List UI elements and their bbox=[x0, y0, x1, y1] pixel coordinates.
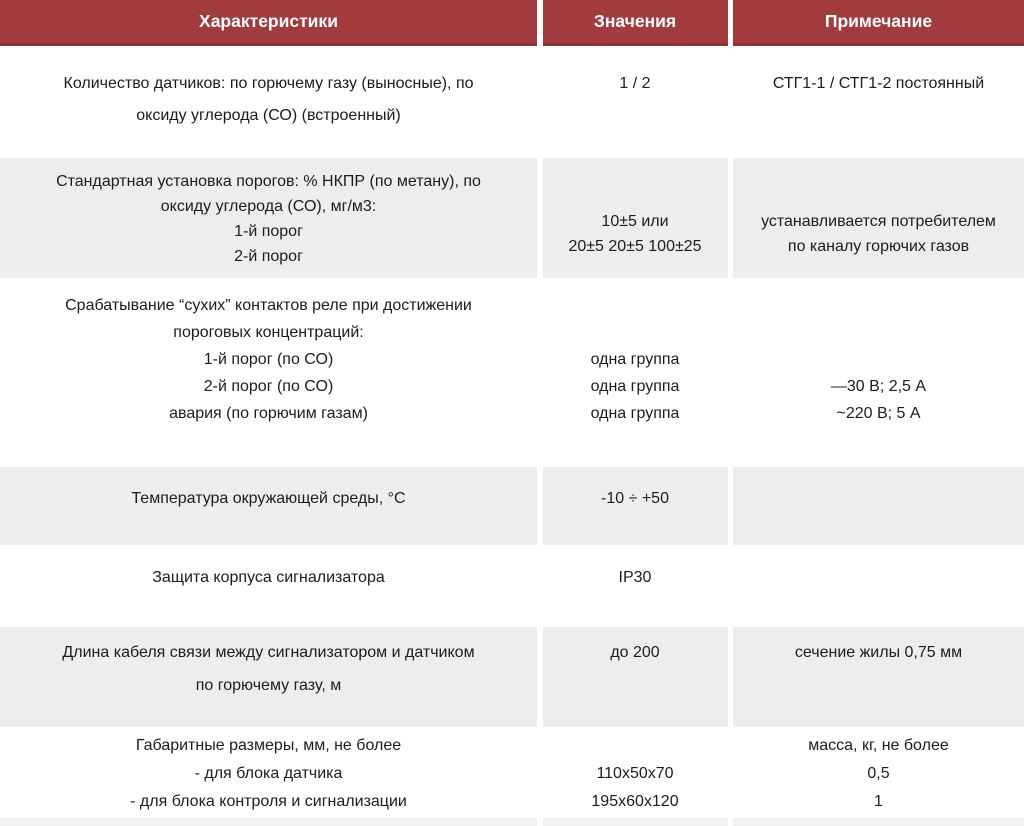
text-line: 2-й порог bbox=[234, 248, 303, 265]
text-line: по горючему газу, м bbox=[195, 677, 342, 694]
header-values bbox=[543, 0, 728, 46]
values-cell bbox=[543, 545, 728, 627]
text-line: по каналу горючих газов bbox=[787, 238, 970, 255]
text-line: одна группа bbox=[590, 378, 680, 395]
table-row-temperature bbox=[0, 467, 1024, 545]
text-line: Габаритные размеры, мм, не более bbox=[135, 737, 402, 754]
characteristics-cell bbox=[0, 158, 537, 278]
note-cell bbox=[733, 46, 1024, 158]
text-line: IP30 bbox=[618, 569, 652, 586]
table-header-row bbox=[0, 0, 1024, 46]
table-row-enclosure bbox=[0, 545, 1024, 627]
characteristics-cell bbox=[0, 545, 537, 627]
text-line: 20±5 20±5 100±25 bbox=[568, 238, 702, 255]
text-line: оксиду углерода (СО) (встроенный) bbox=[136, 107, 401, 124]
values-cell bbox=[543, 627, 728, 727]
table-row-relay-contacts bbox=[0, 278, 1024, 467]
text-line: 2-й порог (по СО) bbox=[203, 378, 334, 395]
header-characteristics bbox=[0, 0, 537, 46]
text-line: пороговых концентраций: bbox=[173, 324, 364, 341]
text-line: авария (по горючим газам) bbox=[169, 405, 368, 422]
text-line: 10±5 или bbox=[601, 213, 669, 230]
note-cell bbox=[733, 818, 1024, 826]
characteristics-cell bbox=[0, 818, 537, 826]
text-line: ~220 В; 5 А bbox=[836, 405, 921, 422]
note-cell bbox=[733, 278, 1024, 467]
text-line: оксиду углерода (СО), мг/м3: bbox=[160, 198, 377, 215]
text-line: Стандартная установка порогов: % НКПР (по метану), по bbox=[56, 173, 481, 190]
text-line: сечение жилы 0,75 мм bbox=[794, 644, 963, 661]
table-row-thresholds bbox=[0, 158, 1024, 278]
header-characteristics-label: Характеристики bbox=[199, 11, 338, 31]
note-cell bbox=[733, 727, 1024, 818]
values-cell bbox=[543, 727, 728, 818]
table-row-dimensions bbox=[0, 727, 1024, 818]
values-cell bbox=[543, 278, 728, 467]
text-line: -10 ÷ +50 bbox=[601, 490, 669, 507]
text-line: СТГ1-1 / СТГ1-2 постоянный bbox=[772, 75, 985, 92]
text-line: Защита корпуса сигнализатора bbox=[152, 569, 385, 586]
text-line: 0,5 bbox=[867, 765, 890, 782]
note-cell bbox=[733, 627, 1024, 727]
text-line: Количество датчиков: по горючему газу (выносные), по bbox=[63, 75, 474, 92]
text-line: 110x50x70 bbox=[596, 765, 674, 782]
text-line: 1 bbox=[874, 793, 883, 810]
table-row-cutoff-strip bbox=[0, 818, 1024, 826]
text-line: одна группа bbox=[590, 405, 680, 422]
text-line: 1-й порог (по СО) bbox=[203, 351, 334, 368]
text-line: Длина кабеля связи между сигнализатором и датчиком bbox=[62, 644, 475, 661]
characteristics-cell bbox=[0, 46, 537, 158]
values-cell bbox=[543, 46, 728, 158]
characteristics-cell bbox=[0, 627, 537, 727]
text-line: Температура окружающей среды, °С bbox=[131, 490, 406, 507]
table-row-sensor-count bbox=[0, 46, 1024, 158]
values-cell bbox=[543, 467, 728, 545]
text-line: 195x60x120 bbox=[591, 793, 679, 810]
characteristics-cell bbox=[0, 727, 537, 818]
note-cell bbox=[733, 467, 1024, 545]
text-line: —30 В; 2,5 А bbox=[830, 378, 927, 395]
characteristics-cell bbox=[0, 278, 537, 467]
values-cell bbox=[543, 818, 728, 826]
note-cell bbox=[733, 158, 1024, 278]
table-row-cable-length bbox=[0, 627, 1024, 727]
header-note-label: Примечание bbox=[824, 11, 933, 31]
values-cell bbox=[543, 158, 728, 278]
text-line: Срабатывание “сухих” контактов реле при достижении bbox=[65, 297, 472, 314]
text-line: до 200 bbox=[610, 644, 660, 661]
note-cell bbox=[733, 545, 1024, 627]
text-line: одна группа bbox=[590, 351, 680, 368]
text-line: - для блока контроля и сигнализации bbox=[130, 793, 407, 810]
text-line: масса, кг, не более bbox=[808, 737, 949, 754]
characteristics-cell bbox=[0, 467, 537, 545]
text-line: - для блока датчика bbox=[194, 765, 343, 782]
header-values-label: Значения bbox=[593, 11, 677, 31]
text-line: 1 / 2 bbox=[619, 75, 651, 92]
header-note bbox=[733, 0, 1024, 46]
text-line: устанавливается потребителем bbox=[761, 213, 996, 230]
text-line: 1-й порог bbox=[234, 223, 303, 240]
